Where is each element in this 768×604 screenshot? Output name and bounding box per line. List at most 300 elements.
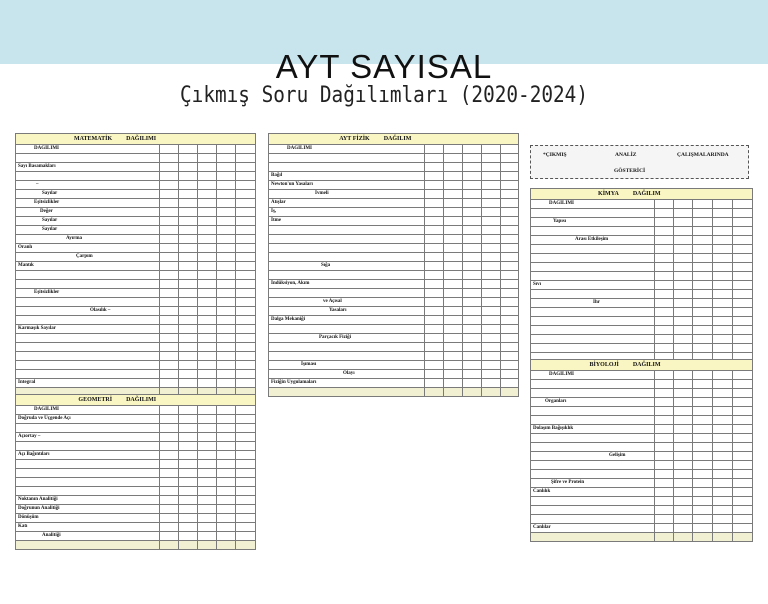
count-cell — [425, 289, 444, 298]
count-cell — [674, 344, 693, 353]
count-cell — [655, 479, 674, 488]
count-cell — [198, 172, 217, 181]
count-cell — [482, 334, 501, 343]
table-row — [531, 416, 753, 425]
count-cell — [236, 433, 256, 442]
count-cell — [713, 254, 733, 263]
count-cell — [236, 253, 256, 262]
table-row — [16, 298, 256, 307]
geometri-header-subject: GEOMETRİ — [78, 397, 113, 403]
table-row — [269, 271, 519, 280]
count-cell — [236, 532, 256, 541]
count-cell — [236, 496, 256, 505]
count-cell — [236, 424, 256, 433]
count-cell — [160, 487, 179, 496]
count-cell — [160, 298, 179, 307]
topic-cell — [531, 209, 655, 218]
table-row — [269, 181, 519, 190]
count-cell — [463, 190, 482, 199]
topic-cell — [16, 478, 160, 487]
table-row — [531, 479, 753, 488]
count-cell — [482, 280, 501, 289]
topic-cell — [16, 460, 160, 469]
count-cell — [160, 505, 179, 514]
count-cell — [217, 181, 236, 190]
count-cell — [482, 226, 501, 235]
count-cell — [693, 335, 713, 344]
count-cell — [733, 470, 753, 479]
topic-cell: İndüksiyon, Akım — [269, 280, 425, 289]
count-cell — [463, 172, 482, 181]
topic-cell — [531, 416, 655, 425]
count-cell — [501, 307, 519, 316]
count-cell — [463, 307, 482, 316]
count-cell — [482, 352, 501, 361]
count-cell — [713, 416, 733, 425]
count-cell — [444, 343, 463, 352]
topic-cell — [269, 289, 425, 298]
count-cell — [713, 344, 733, 353]
count-cell — [217, 442, 236, 451]
count-cell — [713, 506, 733, 515]
table-row — [531, 317, 753, 326]
count-cell — [160, 532, 179, 541]
count-cell — [501, 334, 519, 343]
count-cell — [463, 181, 482, 190]
count-cell — [482, 172, 501, 181]
count-cell — [179, 514, 198, 523]
count-cell — [693, 461, 713, 470]
table-row — [531, 344, 753, 353]
count-cell — [463, 352, 482, 361]
count-cell — [463, 298, 482, 307]
count-cell — [655, 443, 674, 452]
count-cell — [693, 434, 713, 443]
count-cell — [693, 389, 713, 398]
table-row — [531, 371, 753, 380]
count-cell — [463, 163, 482, 172]
count-cell — [674, 461, 693, 470]
count-cell — [501, 253, 519, 262]
count-cell — [425, 307, 444, 316]
count-cell — [425, 379, 444, 388]
count-cell — [693, 452, 713, 461]
table-row — [531, 452, 753, 461]
count-cell — [160, 460, 179, 469]
table-row — [16, 190, 256, 199]
count-cell — [198, 487, 217, 496]
count-cell — [425, 316, 444, 325]
count-cell — [733, 344, 753, 353]
count-cell — [733, 263, 753, 272]
count-cell — [655, 407, 674, 416]
count-cell — [501, 199, 519, 208]
count-cell — [733, 515, 753, 524]
count-cell — [217, 487, 236, 496]
page-title: AYT SAYISAL — [275, 48, 493, 85]
count-cell — [655, 389, 674, 398]
count-cell — [179, 505, 198, 514]
count-cell — [501, 190, 519, 199]
footer-cell — [236, 541, 256, 550]
table-row — [269, 235, 519, 244]
count-cell — [198, 145, 217, 154]
count-cell — [198, 478, 217, 487]
count-cell — [674, 488, 693, 497]
count-cell — [655, 371, 674, 380]
count-cell — [236, 298, 256, 307]
count-cell — [733, 407, 753, 416]
topic-cell: Fiziğin Uygulamaları — [269, 379, 425, 388]
count-cell — [674, 425, 693, 434]
count-cell — [501, 217, 519, 226]
table-row — [269, 163, 519, 172]
count-cell — [160, 343, 179, 352]
table-row — [16, 172, 256, 181]
count-cell — [425, 235, 444, 244]
topic-cell — [16, 361, 160, 370]
topic-cell: Yasaları — [269, 307, 425, 316]
topic-cell — [531, 227, 655, 236]
count-cell — [693, 470, 713, 479]
topic-cell: Canlılık — [531, 488, 655, 497]
topic-cell — [531, 272, 655, 281]
count-cell — [693, 425, 713, 434]
count-cell — [198, 235, 217, 244]
geometri-header — [16, 395, 256, 406]
count-cell — [179, 523, 198, 532]
count-cell — [693, 308, 713, 317]
topic-cell: Eşitsizlikler — [16, 199, 160, 208]
kimya-table — [530, 188, 753, 371]
footer-cell — [531, 533, 655, 542]
count-cell — [713, 479, 733, 488]
table-row — [531, 218, 753, 227]
count-cell — [674, 308, 693, 317]
count-cell — [179, 316, 198, 325]
fizik-header-subject: AYT FİZİK — [339, 136, 370, 142]
count-cell — [655, 524, 674, 533]
table-row — [531, 200, 753, 209]
count-cell — [444, 163, 463, 172]
biyoloji-header-row — [531, 360, 753, 371]
count-cell — [693, 515, 713, 524]
count-cell — [501, 370, 519, 379]
count-cell — [236, 406, 256, 415]
count-cell — [236, 487, 256, 496]
count-cell — [179, 487, 198, 496]
table-row — [16, 307, 256, 316]
topic-cell: İş, — [269, 208, 425, 217]
count-cell — [236, 145, 256, 154]
topic-cell: Parçacık Fiziği — [269, 334, 425, 343]
table-row — [16, 406, 256, 415]
count-cell — [217, 226, 236, 235]
topic-cell — [269, 343, 425, 352]
fizik-table — [268, 133, 519, 397]
count-cell — [217, 208, 236, 217]
topic-cell: Açı Bağıntıları — [16, 451, 160, 460]
count-cell — [179, 478, 198, 487]
count-cell — [674, 263, 693, 272]
count-cell — [482, 289, 501, 298]
count-cell — [425, 145, 444, 154]
count-cell — [674, 200, 693, 209]
count-cell — [655, 263, 674, 272]
page-subtitle: Çıkmış Soru Dağılımları (2020-2024) — [180, 83, 588, 108]
table-row — [531, 326, 753, 335]
count-cell — [160, 433, 179, 442]
count-cell — [236, 262, 256, 271]
count-cell — [463, 325, 482, 334]
count-cell — [217, 469, 236, 478]
count-cell — [655, 398, 674, 407]
topic-cell — [16, 271, 160, 280]
count-cell — [444, 352, 463, 361]
count-cell — [482, 235, 501, 244]
count-cell — [713, 470, 733, 479]
topic-cell — [269, 244, 425, 253]
table-row — [16, 505, 256, 514]
count-cell — [693, 317, 713, 326]
count-cell — [444, 271, 463, 280]
count-cell — [655, 200, 674, 209]
count-cell — [198, 262, 217, 271]
table-row — [16, 181, 256, 190]
count-cell — [733, 299, 753, 308]
footer-cell — [655, 533, 674, 542]
count-cell — [674, 452, 693, 461]
count-cell — [217, 325, 236, 334]
count-cell — [444, 145, 463, 154]
topic-cell: Değer — [16, 208, 160, 217]
count-cell — [655, 209, 674, 218]
topic-cell — [16, 334, 160, 343]
count-cell — [217, 478, 236, 487]
count-cell — [236, 469, 256, 478]
table-row — [16, 316, 256, 325]
count-cell — [463, 208, 482, 217]
table-row — [16, 415, 256, 424]
geometri-table — [15, 394, 256, 550]
topic-cell: Mantık — [16, 262, 160, 271]
table-row — [16, 352, 256, 361]
count-cell — [179, 451, 198, 460]
count-cell — [733, 335, 753, 344]
count-cell — [236, 352, 256, 361]
count-cell — [179, 370, 198, 379]
count-cell — [482, 181, 501, 190]
count-cell — [217, 496, 236, 505]
count-cell — [482, 262, 501, 271]
topic-cell: Noktanın Analitiği — [16, 496, 160, 505]
topic-cell — [531, 389, 655, 398]
table-row — [531, 299, 753, 308]
count-cell — [160, 451, 179, 460]
count-cell — [655, 515, 674, 524]
count-cell — [198, 208, 217, 217]
geometri-header-row — [16, 395, 256, 406]
count-cell — [425, 253, 444, 262]
matematik-header — [16, 134, 256, 145]
topic-cell — [16, 424, 160, 433]
count-cell — [733, 290, 753, 299]
count-cell — [160, 379, 179, 388]
count-cell — [713, 443, 733, 452]
count-cell — [655, 416, 674, 425]
table-row — [16, 532, 256, 541]
topic-cell — [16, 154, 160, 163]
count-cell — [425, 262, 444, 271]
table-row — [531, 506, 753, 515]
count-cell — [198, 199, 217, 208]
count-cell — [733, 209, 753, 218]
count-cell — [463, 154, 482, 163]
count-cell — [198, 154, 217, 163]
count-cell — [693, 371, 713, 380]
count-cell — [160, 172, 179, 181]
count-cell — [693, 209, 713, 218]
table-row — [531, 425, 753, 434]
count-cell — [655, 218, 674, 227]
count-cell — [179, 415, 198, 424]
count-cell — [179, 352, 198, 361]
table-row — [16, 496, 256, 505]
count-cell — [236, 505, 256, 514]
count-cell — [198, 226, 217, 235]
count-cell — [693, 254, 713, 263]
topic-cell: Katı — [16, 523, 160, 532]
count-cell — [160, 244, 179, 253]
count-cell — [713, 272, 733, 281]
table-row — [269, 361, 519, 370]
count-cell — [733, 389, 753, 398]
kimya-header-row — [531, 189, 753, 200]
count-cell — [674, 335, 693, 344]
count-cell — [482, 253, 501, 262]
count-cell — [160, 145, 179, 154]
topic-cell — [269, 235, 425, 244]
count-cell — [160, 496, 179, 505]
count-cell — [236, 316, 256, 325]
count-cell — [655, 470, 674, 479]
count-cell — [501, 235, 519, 244]
count-cell — [713, 452, 733, 461]
matematik-table — [15, 133, 256, 397]
topic-cell — [16, 280, 160, 289]
kimya-header-subject: KİMYA — [598, 191, 619, 197]
count-cell — [217, 307, 236, 316]
count-cell — [236, 325, 256, 334]
count-cell — [463, 226, 482, 235]
count-cell — [463, 262, 482, 271]
count-cell — [674, 506, 693, 515]
count-cell — [463, 289, 482, 298]
table-row — [16, 280, 256, 289]
topic-cell: Dolaşım Bağışıklık — [531, 425, 655, 434]
footer-cell — [501, 388, 519, 397]
count-cell — [217, 514, 236, 523]
count-cell — [674, 218, 693, 227]
count-cell — [198, 433, 217, 442]
count-cell — [463, 217, 482, 226]
topic-cell: Oranlı — [16, 244, 160, 253]
topic-cell — [531, 434, 655, 443]
count-cell — [160, 307, 179, 316]
count-cell — [160, 199, 179, 208]
table-row — [531, 389, 753, 398]
count-cell — [179, 361, 198, 370]
count-cell — [693, 245, 713, 254]
count-cell — [501, 298, 519, 307]
table-row — [16, 433, 256, 442]
count-cell — [733, 425, 753, 434]
count-cell — [425, 163, 444, 172]
count-cell — [463, 334, 482, 343]
count-cell — [482, 316, 501, 325]
table-row — [269, 208, 519, 217]
count-cell — [425, 190, 444, 199]
count-cell — [501, 325, 519, 334]
count-cell — [198, 460, 217, 469]
matematik-header-label: DAĞILIMI — [126, 136, 157, 142]
count-cell — [236, 280, 256, 289]
count-cell — [160, 289, 179, 298]
count-cell — [217, 199, 236, 208]
count-cell — [674, 380, 693, 389]
count-cell — [693, 272, 713, 281]
table-row — [16, 217, 256, 226]
table-row — [531, 398, 753, 407]
table-row — [16, 325, 256, 334]
count-cell — [655, 425, 674, 434]
table-row — [269, 298, 519, 307]
count-cell — [160, 370, 179, 379]
topic-cell: DAĞILIMI — [16, 145, 160, 154]
count-cell — [693, 524, 713, 533]
count-cell — [655, 452, 674, 461]
table-row — [16, 523, 256, 532]
count-cell — [236, 181, 256, 190]
count-cell — [482, 361, 501, 370]
topic-cell — [531, 497, 655, 506]
footer-cell — [693, 533, 713, 542]
count-cell — [425, 154, 444, 163]
count-cell — [733, 443, 753, 452]
topic-cell — [531, 470, 655, 479]
count-cell — [179, 496, 198, 505]
count-cell — [160, 442, 179, 451]
table-row — [269, 280, 519, 289]
table-row — [16, 208, 256, 217]
topic-cell — [531, 506, 655, 515]
count-cell — [198, 163, 217, 172]
count-cell — [713, 245, 733, 254]
footer-cell — [444, 388, 463, 397]
count-cell — [179, 208, 198, 217]
count-cell — [733, 371, 753, 380]
count-cell — [693, 326, 713, 335]
count-cell — [733, 326, 753, 335]
count-cell — [463, 235, 482, 244]
topic-cell — [531, 308, 655, 317]
count-cell — [713, 389, 733, 398]
topic-cell: DAĞILIMI — [16, 406, 160, 415]
topic-cell — [531, 326, 655, 335]
count-cell — [655, 245, 674, 254]
count-cell — [674, 272, 693, 281]
count-cell — [179, 199, 198, 208]
